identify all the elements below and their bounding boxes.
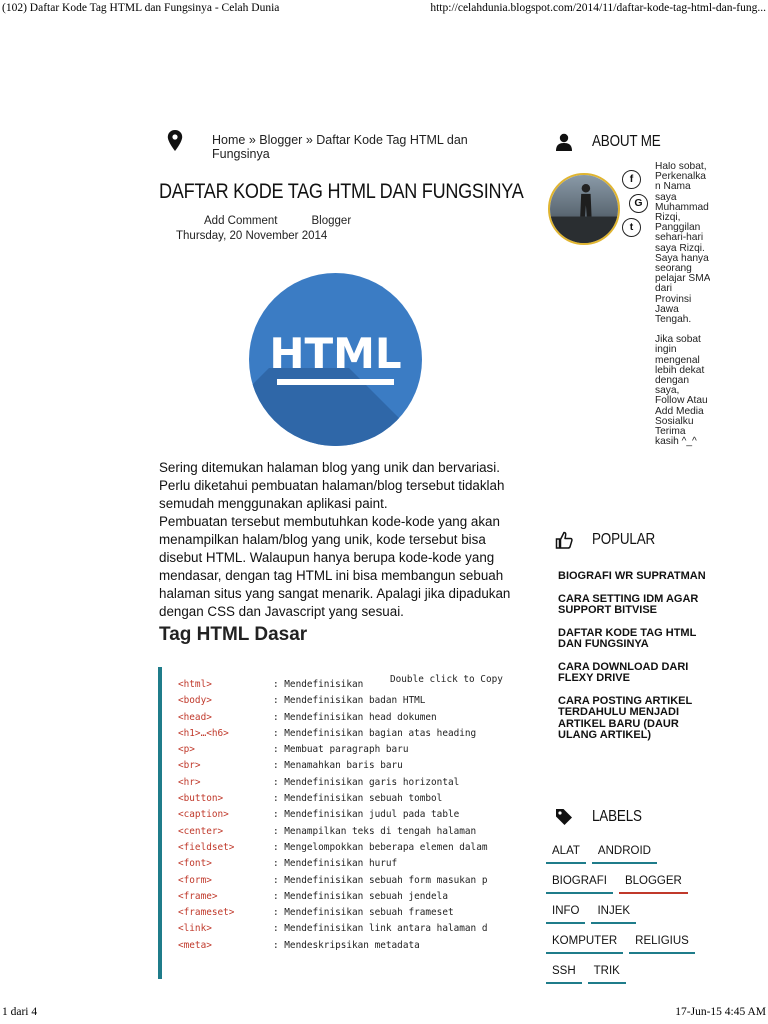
print-page-title: (102) Daftar Kode Tag HTML dan Fungsinya - Celah Dunia [2, 2, 280, 14]
code-row [178, 824, 487, 840]
label-chip-info[interactable]: INFO [546, 903, 585, 924]
code-row [178, 840, 487, 856]
about-me-header [555, 133, 674, 151]
google-plus-icon[interactable]: G [629, 194, 648, 213]
breadcrumb-home[interactable]: Home [212, 133, 246, 147]
breadcrumb-separator: » [302, 133, 317, 147]
html-logo-image [249, 273, 422, 446]
labels-header [555, 808, 651, 826]
code-description: : Mendefinisikan huruf [273, 858, 398, 870]
label-chip-alat[interactable]: ALAT [546, 843, 586, 864]
code-row [178, 856, 487, 872]
code-row [178, 791, 487, 807]
breadcrumb-category[interactable]: Blogger [259, 133, 303, 147]
code-row [178, 921, 487, 937]
popular-post-link[interactable]: CARA POSTING ARTIKEL TERDAHULU MENJADI ARTIKEL BARU (DAUR ULANG ARTIKEL) [558, 694, 693, 741]
code-description: : Mendefinisikan sebuah tombol [273, 793, 443, 805]
html-logo-text: HTML [269, 329, 402, 378]
copy-hint-button[interactable]: Double click to Copy [390, 674, 503, 685]
post-title: DAFTAR KODE TAG HTML DAN FUNGSINYA [159, 180, 524, 203]
code-row [178, 677, 487, 693]
code-description: : Mendefinisikan [273, 679, 364, 690]
about-me-paragraph: Jika sobat ingin mengenal lebih dekat dengan saya, Follow Atau Add Media Sosialku Terima kasih ^_^ [655, 334, 708, 448]
user-icon [555, 133, 573, 151]
code-tag: <h1>…<h6> [178, 727, 229, 739]
twitter-icon[interactable]: t [622, 218, 641, 237]
code-row [178, 710, 487, 726]
about-me-title: ABOUT ME [592, 133, 661, 150]
code-tag: <html> [178, 679, 212, 690]
label-chip-injek[interactable]: INJEK [591, 903, 636, 924]
code-row [178, 742, 487, 758]
avatar-photo [550, 175, 618, 243]
code-description: : Mendefinisikan sebuah jendela [273, 890, 448, 902]
code-tag: <body> [178, 695, 212, 707]
code-row [178, 873, 487, 889]
print-datetime: 17-Jun-15 4:45 AM [675, 1006, 766, 1018]
code-tag: <meta> [178, 939, 212, 951]
label-chip-android[interactable]: ANDROID [592, 843, 657, 864]
code-description: : Mendefinisikan link antara halaman d [273, 923, 488, 935]
about-me-text [655, 162, 710, 447]
label-row [546, 963, 746, 984]
label-row [546, 903, 746, 924]
location-pin-icon [167, 130, 183, 152]
code-row [178, 693, 487, 709]
label-chip-blogger[interactable]: BLOGGER [619, 873, 688, 894]
code-tag: <caption> [178, 809, 229, 821]
code-tag: <fieldset> [178, 841, 235, 853]
label-row [546, 843, 746, 864]
post-date: Thursday, 20 November 2014 [176, 230, 328, 242]
code-tag: <link> [178, 923, 212, 935]
labels-title: LABELS [592, 808, 642, 825]
label-row [546, 933, 746, 954]
code-row [178, 775, 487, 791]
code-tag: <center> [178, 825, 224, 837]
code-rows [178, 677, 487, 954]
about-me-paragraph: Halo sobat, Perkenalkan Nama saya Muhammad Rizqi, Panggilan sehari-hari saya Rizqi. Saya hanya seorang pelajar SMA dari Provinsi Jawa Tengah. [655, 162, 710, 326]
label-chip-ssh[interactable]: SSH [546, 963, 582, 984]
code-description: : Mendefinisikan badan HTML [273, 695, 426, 707]
label-chip-komputer[interactable]: KOMPUTER [546, 933, 623, 954]
popular-post-link[interactable]: BIOGRAFI WR SUPRATMAN [558, 570, 706, 582]
post-label-link[interactable]: Blogger [311, 215, 352, 227]
label-row [546, 873, 746, 894]
breadcrumb [212, 133, 502, 161]
code-tag: <hr> [178, 776, 201, 788]
code-description: : Membuat paragraph baru [273, 744, 409, 756]
code-row [178, 726, 487, 742]
code-tag: <frameset> [178, 907, 235, 919]
code-tag: <br> [178, 760, 201, 772]
labels-cloud [546, 843, 746, 993]
code-row [178, 758, 487, 774]
code-row [178, 905, 487, 921]
code-row [178, 807, 487, 823]
add-comment-link[interactable]: Add Comment [204, 215, 278, 227]
print-footer [0, 1006, 768, 1022]
label-chip-religius[interactable]: RELIGIUS [629, 933, 695, 954]
code-block[interactable] [158, 667, 520, 979]
code-tag: <form> [178, 874, 212, 886]
label-chip-biografi[interactable]: BIOGRAFI [546, 873, 613, 894]
popular-post-link[interactable]: CARA SETTING IDM AGAR SUPPORT BITVISE [558, 592, 699, 616]
code-row [178, 938, 487, 954]
facebook-icon[interactable]: f [622, 170, 641, 189]
code-description: : Mendefinisikan sebuah form masukan p [273, 874, 488, 886]
post-body [159, 459, 515, 621]
popular-post-link[interactable]: CARA DOWNLOAD DARI FLEXY DRIVE [558, 660, 689, 684]
post-meta [176, 214, 351, 244]
code-description: : Mendeskripsikan metadata [273, 939, 420, 951]
popular-list [558, 571, 708, 753]
code-tag: <frame> [178, 890, 218, 902]
print-page-url: http://celahdunia.blogspot.com/2014/11/daftar-kode-tag-html-dan-fung... [430, 2, 766, 14]
code-tag: <head> [178, 711, 212, 723]
popular-post-link[interactable]: DAFTAR KODE TAG HTML DAN FUNGSINYA [558, 626, 697, 650]
code-tag: <button> [178, 793, 224, 805]
print-header [0, 2, 768, 18]
code-row [178, 889, 487, 905]
code-description: : Mengelompokkan beberapa elemen dalam [273, 841, 488, 853]
code-description: : Mendefinisikan judul pada table [273, 809, 460, 821]
code-description: : Mendefinisikan garis horizontal [273, 776, 460, 788]
code-description: : Mendefinisikan bagian atas heading [273, 727, 477, 739]
code-description: : Menamahkan baris baru [273, 760, 403, 772]
code-description: : Menampilkan teks di tengah halaman [273, 825, 477, 837]
print-page-number: 1 dari 4 [2, 1006, 38, 1018]
code-tag: <font> [178, 858, 212, 870]
code-description: : Mendefinisikan head dokumen [273, 711, 437, 723]
post-paragraph: Sering ditemukan halaman blog yang unik dan bervariasi. Perlu diketahui pembuatan halaman/blog tersebut tidaklah semudah menggunakan aplikasi paint. [159, 460, 505, 511]
breadcrumb-current: Daftar Kode Tag HTML dan Fungsinya [212, 133, 468, 161]
code-description: : Mendefinisikan sebuah frameset [273, 907, 454, 919]
code-tag: <p> [178, 744, 195, 756]
label-chip-trik[interactable]: TRIK [588, 963, 626, 984]
breadcrumb-separator: » [245, 133, 260, 147]
post-paragraph: Pembuatan tersebut membutuhkan kode-kode yang akan menampilkan halam/blog yang unik, kode tersebut bisa disebut HTML. Walaupun hanya berupa kode-kode yang mendasar, dengan tag HTML ini bisa membangun sebuah halaman situs yang sangat menarik. Apalagi jika dipadukan dengan CSS dan Javascript yang sesuai. [159, 514, 511, 619]
avatar [548, 173, 620, 245]
popular-header [555, 531, 667, 549]
popular-title: POPULAR [592, 531, 656, 548]
tag-icon [555, 808, 573, 826]
section-heading: Tag HTML Dasar [159, 624, 308, 645]
thumbs-up-icon [555, 531, 573, 549]
